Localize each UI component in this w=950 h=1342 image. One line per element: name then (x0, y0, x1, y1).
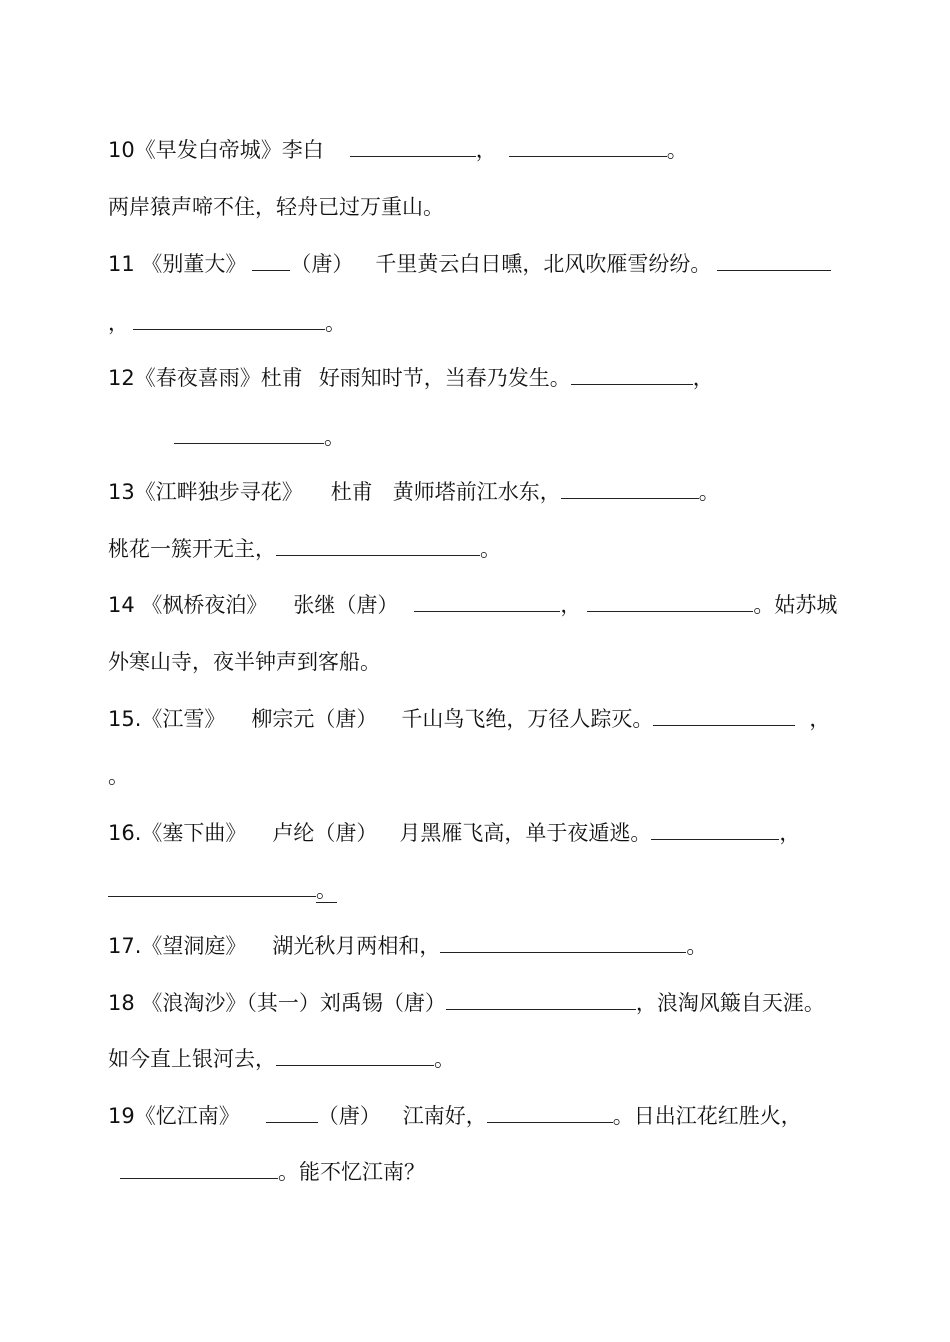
punctuation: 。 (686, 934, 708, 958)
question-11-line-1 (108, 250, 831, 278)
punctuation: ， (809, 707, 831, 731)
answer-blank[interactable] (587, 591, 753, 612)
answer-blank[interactable] (446, 989, 636, 1010)
punctuation: 。 (480, 537, 501, 561)
question-12-line-2 (108, 423, 345, 451)
poem-text: 。日出江花红胜火， (612, 1104, 802, 1128)
question-15-title: 15.《江雪》 (108, 707, 226, 731)
question-18-line-2 (108, 1045, 455, 1073)
poem-text: 月黑雁飞高，单于夜遁逃。 (399, 821, 652, 845)
answer-blank[interactable] (487, 1102, 613, 1123)
poem-text: 。能不忆江南？ (278, 1160, 425, 1184)
punctuation: ， (692, 366, 714, 390)
poet-name: 卢纶（唐） (272, 821, 378, 845)
answer-blank[interactable] (108, 876, 316, 897)
poem-text: 。姑苏城 (753, 593, 838, 617)
poet-name: 张继（唐） (293, 593, 399, 617)
answer-blank[interactable] (414, 591, 560, 612)
poem-text: ，浪淘风簸自天涯。 (635, 991, 825, 1015)
question-10-line-1 (108, 136, 688, 164)
answer-blank[interactable] (440, 932, 686, 953)
question-16-line-1 (108, 819, 800, 847)
punctuation: 。 (666, 138, 688, 162)
poem-text: 千里黄云白日曛，北风吹雁雪纷纷。 (375, 252, 712, 276)
answer-blank[interactable] (266, 1102, 318, 1123)
answer-blank[interactable] (350, 136, 476, 157)
answer-blank[interactable] (252, 250, 290, 271)
question-12-title: 12《春夜喜雨》杜甫 (108, 366, 303, 390)
poem-text: 好雨知时节，当春乃发生。 (318, 366, 571, 390)
question-14-line-1 (108, 591, 837, 619)
poem-text: 如今直上银河去， (108, 1047, 276, 1071)
answer-blank[interactable] (276, 535, 480, 556)
question-15-line-1 (108, 705, 830, 733)
answer-blank[interactable] (571, 364, 693, 385)
dynasty-label: （唐） (317, 1104, 381, 1128)
question-18-title: 18 《浪淘沙》（其一）刘禹锡（唐） (108, 991, 446, 1015)
punctuation: 。 (325, 311, 346, 335)
answer-blank[interactable] (276, 1045, 434, 1066)
answer-blank[interactable] (717, 250, 831, 271)
question-19-line-2 (108, 1158, 425, 1186)
poem-text: 江南好， (402, 1104, 487, 1128)
punctuation: 。 (324, 425, 345, 449)
question-19-title: 19《忆江南》 (108, 1104, 240, 1128)
dynasty-label: （唐） (290, 252, 354, 276)
poem-text: 桃花一簇开无主， (108, 537, 276, 561)
punctuation: 。 (698, 480, 720, 504)
question-16-title: 16.《塞下曲》 (108, 821, 247, 845)
question-13-title: 13《江畔独步寻花》 (108, 480, 303, 504)
punctuation: 。 (434, 1047, 455, 1071)
answer-blank[interactable] (561, 478, 699, 499)
answer-blank[interactable] (174, 423, 324, 444)
question-13-line-2 (108, 535, 501, 563)
poem-text: 两岸猿声啼不住，轻舟已过万重山。 (108, 195, 444, 219)
punctuation: ， (108, 311, 129, 335)
poet-name: 柳宗元（唐） (251, 707, 378, 731)
question-14-line-2 (108, 648, 381, 676)
question-10-line-2 (108, 193, 444, 221)
answer-blank[interactable] (651, 819, 779, 840)
answer-blank[interactable] (133, 309, 325, 330)
question-17-line-1 (108, 932, 707, 960)
question-13-line-1 (108, 478, 720, 506)
answer-blank[interactable] (509, 136, 667, 157)
answer-blank[interactable] (653, 705, 795, 726)
poem-text: 黄师塔前江水东， (392, 480, 561, 504)
question-19-line-1 (108, 1102, 802, 1130)
poem-text: 湖光秋月两相和， (272, 934, 441, 958)
punctuation: ， (475, 138, 497, 162)
question-10-title: 10《早发白帝城》李白 (108, 138, 324, 162)
question-17-title: 17.《望洞庭》 (108, 934, 247, 958)
question-15-line-2 (108, 762, 129, 790)
punctuation: 。 (316, 878, 337, 902)
punctuation: 。 (108, 764, 129, 788)
poem-text: 千山鸟飞绝，万径人踪灭。 (401, 707, 654, 731)
question-11-title: 11 《别董大》 (108, 252, 247, 276)
answer-blank[interactable] (120, 1158, 278, 1179)
question-11-line-2 (108, 309, 346, 337)
question-16-line-2 (108, 876, 337, 904)
poem-text: 外寒山寺，夜半钟声到客船。 (108, 650, 381, 674)
poet-name: 杜甫 (330, 480, 373, 504)
punctuation: ， (779, 821, 801, 845)
question-18-line-1 (108, 989, 825, 1017)
question-14-title: 14 《枫桥夜泊》 (108, 593, 268, 617)
question-12-line-1 (108, 364, 714, 392)
punctuation: ， (560, 593, 582, 617)
